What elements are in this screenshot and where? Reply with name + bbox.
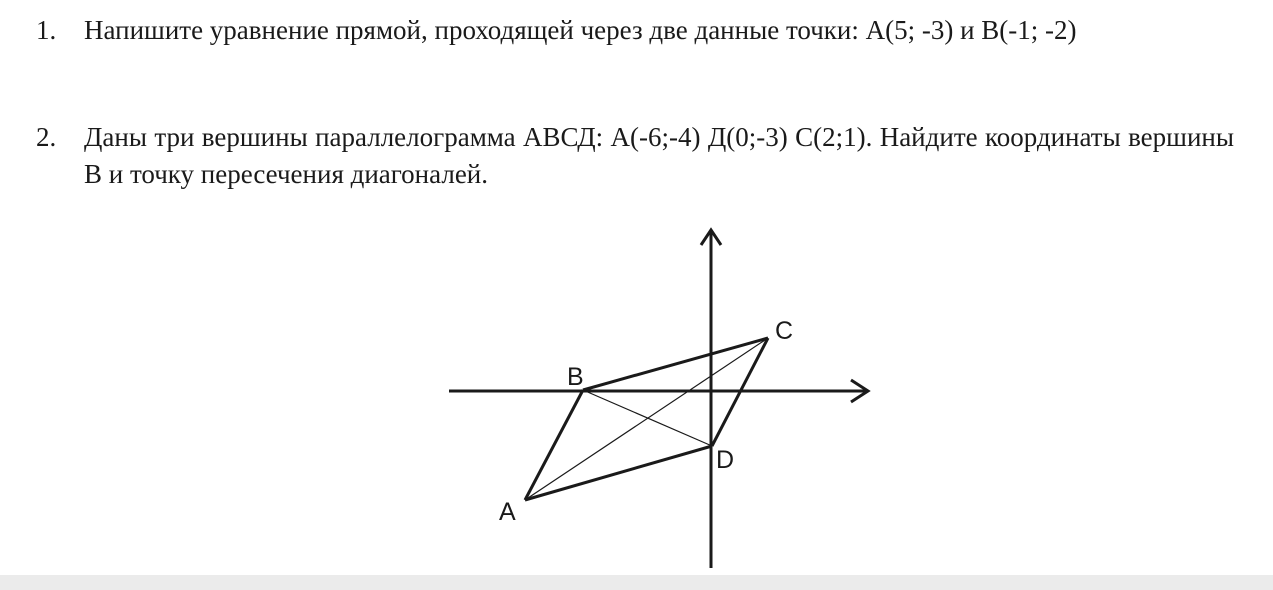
side-bc [583, 338, 768, 390]
problem-1-text: Напишите уравнение прямой, проходящей через две данные точки: А(5; -3) и В(-1; -2) [84, 15, 1077, 45]
vertex-label-d: D [716, 446, 735, 474]
diagonal-bd [583, 390, 712, 446]
bottom-bar [0, 575, 1273, 590]
problem-2-number: 2. [36, 122, 57, 152]
vertex-label-a: A [499, 498, 516, 526]
vertex-label-c: C [775, 317, 794, 345]
diagonal-ac [525, 338, 768, 500]
vertex-label-b: B [567, 363, 584, 391]
side-da [525, 446, 712, 500]
problem-2-text: Даны три вершины параллелограмма АВСД: А(-6;-4) Д(0;-3) С(2;1). Найдите координаты вершины В и точку пересечения диагоналей. [84, 122, 1234, 189]
side-ab [525, 390, 583, 500]
problem-1-number: 1. [36, 15, 57, 45]
